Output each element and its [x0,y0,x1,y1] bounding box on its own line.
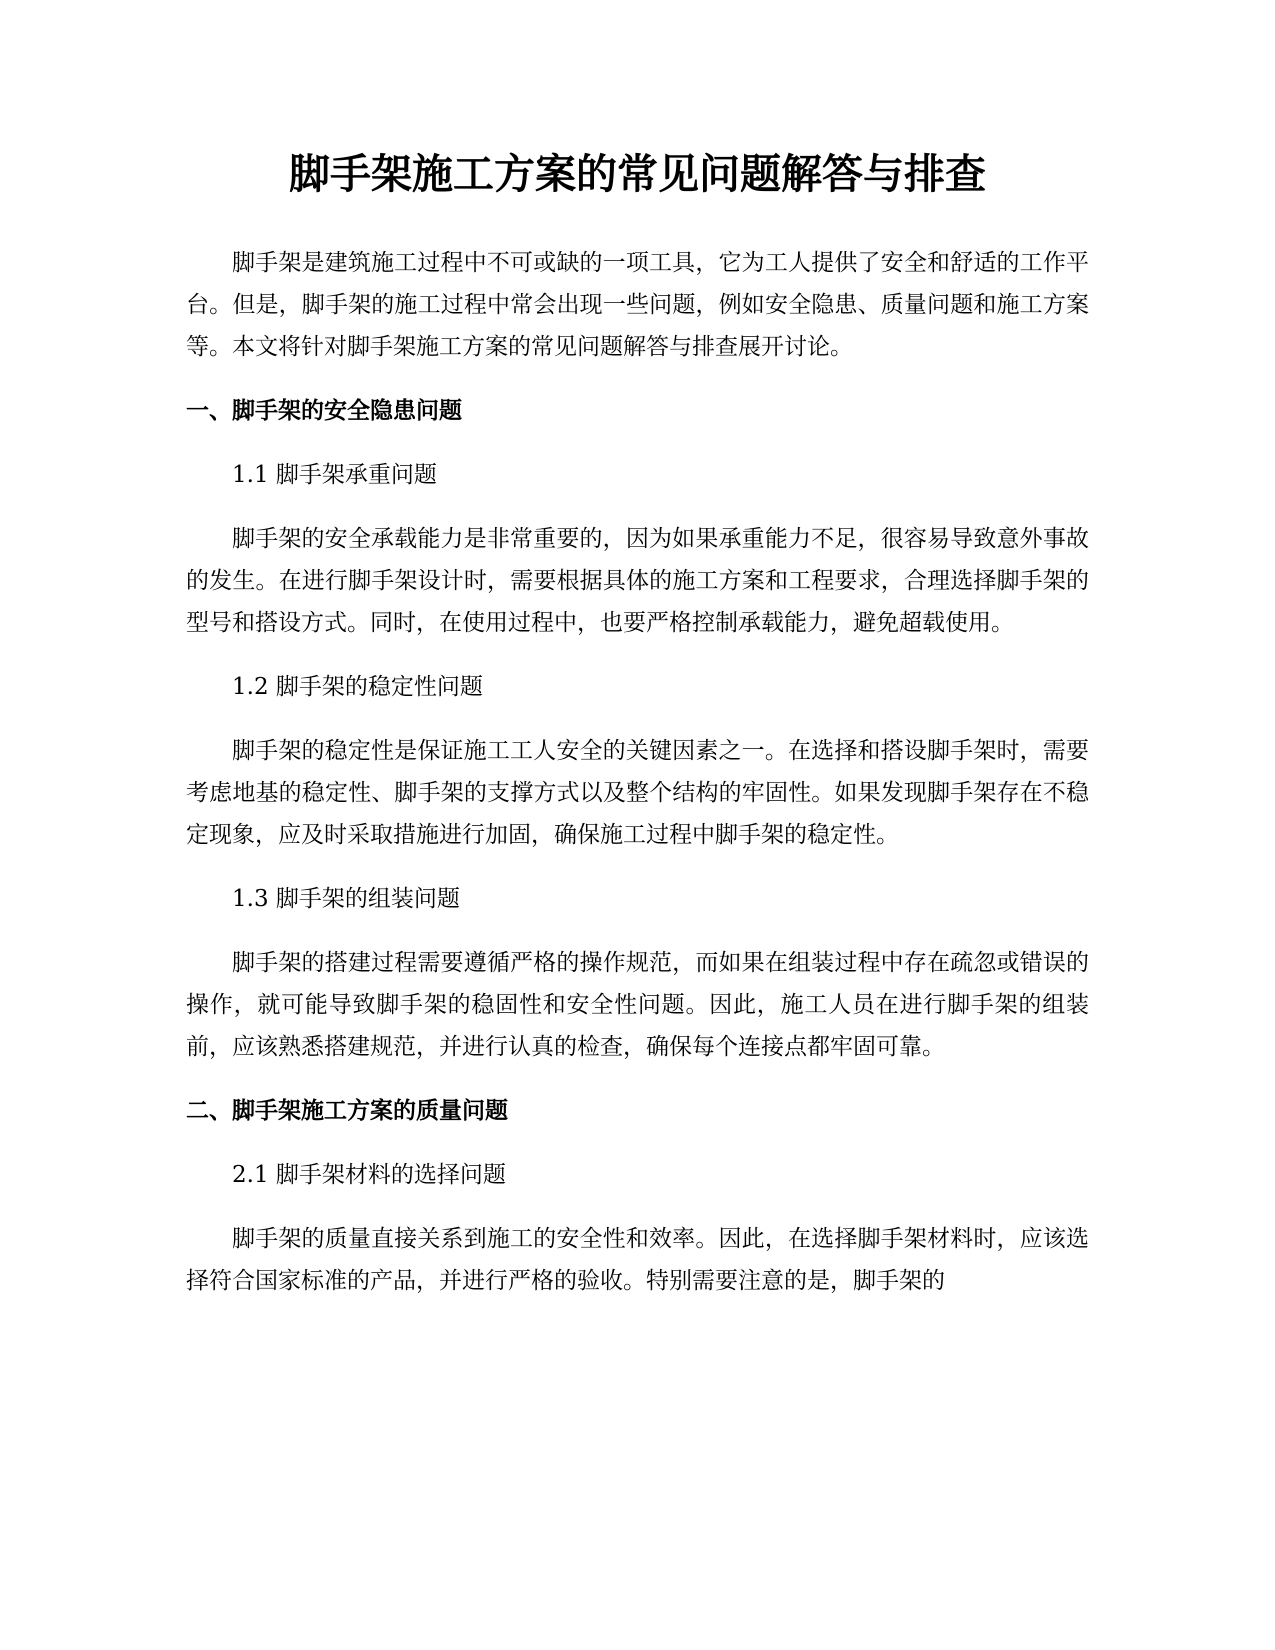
subsection-1-1-paragraph: 脚手架的安全承载能力是非常重要的，因为如果承重能力不足，很容易导致意外事故的发生。在进行脚手架设计时，需要根据具体的施工方案和工程要求，合理选择脚手架的型号和搭设方式。同时，在使用过程中，也要严格控制承载能力，避免超载使用。 [186,526,1089,636]
intro-paragraph: 脚手架是建筑施工过程中不可或缺的一项工具，它为工人提供了安全和舒适的工作平台。但是，脚手架的施工过程中常会出现一些问题，例如安全隐患、质量问题和施工方案等。本文将针对脚手架施工方案的常见问题解答与排查展开讨论。 [186,250,1089,360]
subsection-1-3-paragraph: 脚手架的搭建过程需要遵循严格的操作规范，而如果在组装过程中存在疏忽或错误的操作，就可能导致脚手架的稳固性和安全性问题。因此，施工人员在进行脚手架的组装前，应该熟悉搭建规范，并进行认真的检查，确保每个连接点都牢固可靠。 [186,950,1089,1060]
subsection-1-1-heading: 1.1 脚手架承重问题 [232,462,437,488]
subsection-1-2-paragraph: 脚手架的稳定性是保证施工工人安全的关键因素之一。在选择和搭设脚手架时，需要考虑地基的稳定性、脚手架的支撑方式以及整个结构的牢固性。如果发现脚手架存在不稳定现象，应及时采取措施进行加固，确保施工过程中脚手架的稳定性。 [186,738,1089,848]
subsection-1-2-heading: 1.2 脚手架的稳定性问题 [232,674,483,700]
document-body [186,145,1089,1324]
subsection-1-3-heading: 1.3 脚手架的组装问题 [232,886,460,912]
subsection-2-1-paragraph: 脚手架的质量直接关系到施工的安全性和效率。因此，在选择脚手架材料时，应该选择符合国家标准的产品，并进行严格的验收。特别需要注意的是，脚手架的 [186,1226,1089,1294]
section-1-heading: 一、脚手架的安全隐患问题 [186,398,462,424]
document-title: 脚手架施工方案的常见问题解答与排查 [289,150,986,198]
section-2-heading: 二、脚手架施工方案的质量问题 [186,1098,508,1124]
subsection-2-1-heading: 2.1 脚手架材料的选择问题 [232,1162,506,1188]
